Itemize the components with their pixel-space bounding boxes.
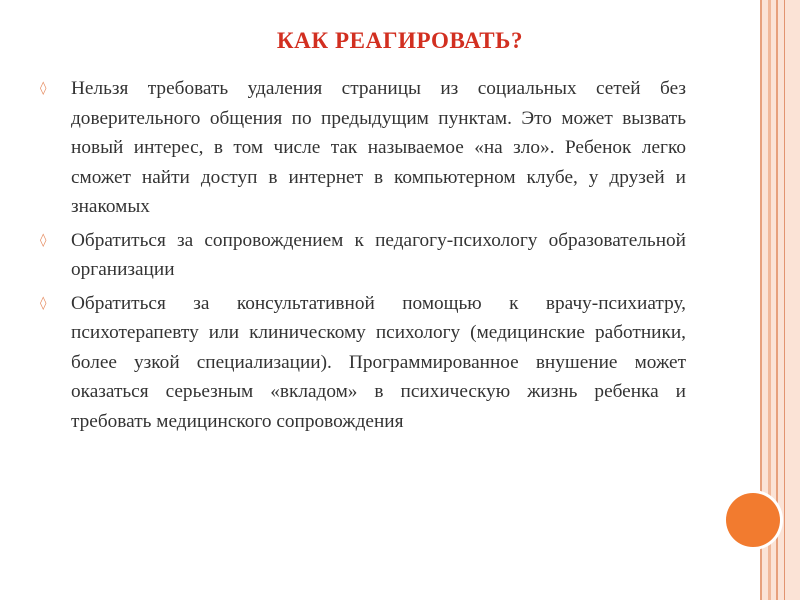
decorative-orange-circle [726, 493, 780, 547]
bullet-item [40, 74, 686, 222]
bullet-item [40, 226, 686, 285]
slide-title: КАК РЕАГИРОВАТЬ? [276, 28, 524, 53]
diamond-bullet-icon: ◊ [40, 232, 47, 248]
bullet-text: Нельзя требовать удаления страницы из социальных сетей без доверительного общения по предыдущим пунктам. Это может вызвать новый интерес, в том числе так называемое «на зло». Ребенок легко сможет найти доступ в интернет в компьютерном клубе, у друзей и знакомых [71, 78, 686, 217]
bullet-item [40, 289, 686, 437]
diamond-bullet-icon: ◊ [40, 81, 47, 96]
bullet-text: Обратиться за консультативной помощью к врачу-психиатру, психотерапевту или клиническому психологу (медицинские работники, более узкой специализации). Программированное внушение может оказаться серьезным «вкладом» в психическую жизнь ребенка и требовать медицинского сопровождения [71, 292, 686, 432]
diamond-bullet-icon: ◊ [40, 295, 47, 311]
bullet-list [40, 74, 686, 440]
bullet-text: Обратиться за сопровождением к педагогу-психологу образовательной организации [71, 229, 686, 280]
decorative-border-line [784, 0, 785, 600]
